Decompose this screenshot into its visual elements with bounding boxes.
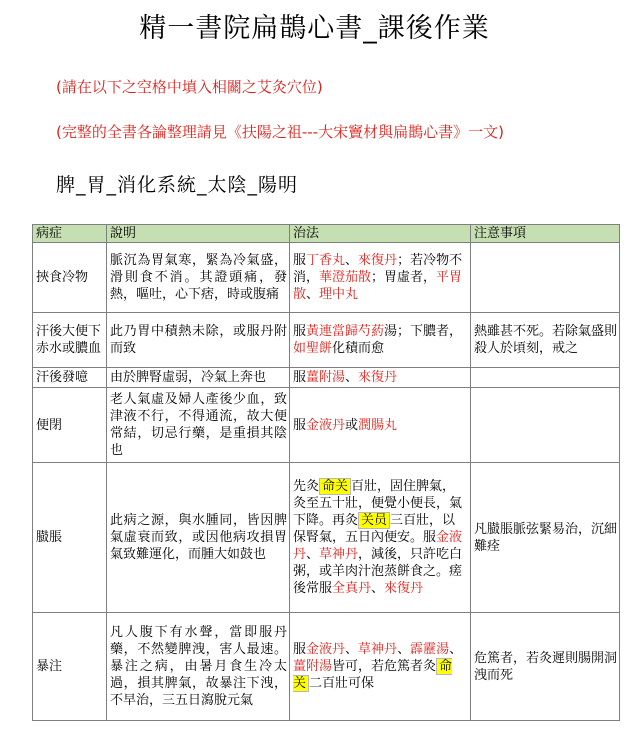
disease-cell: 汗後發噫 bbox=[33, 368, 107, 388]
description-cell: 凡人腹下有水聲，當即服丹藥，不然變脾洩，害人最速。暴注之病，由暑月食生冷太過，損其脾氣，故暴注下洩，不早治，三五日瀉脫元氣 bbox=[107, 613, 290, 721]
table-header-row bbox=[33, 225, 620, 243]
notes-cell bbox=[471, 368, 620, 388]
treatment-cell: 服金液丹、草神丹、霹靂湯、薑附湯皆可，若危篤者灸 命关 二百壯可保 bbox=[290, 613, 471, 721]
remedy-name: 薑附湯 bbox=[293, 659, 333, 674]
remedy-name: 理中丸 bbox=[319, 287, 359, 302]
table-row bbox=[33, 368, 620, 388]
description-cell: 此病之源，與水腫同，皆因脾氣虛衰而致，或因他病攻損胃氣致難運化，而腫大如鼓也 bbox=[107, 463, 290, 613]
disease-cell: 暴注 bbox=[33, 613, 107, 721]
notes-cell: 凡臌脹脈弦緊易治，沉細難痊 bbox=[471, 463, 620, 613]
table-row bbox=[33, 463, 620, 613]
table-row bbox=[33, 243, 620, 313]
remedy-name: 潤腸丸 bbox=[358, 417, 398, 433]
reference-note: (完整的全書各論整理請見《扶陽之祖---大宋竇材與扁鵲心書》一文) bbox=[56, 123, 504, 141]
table-row bbox=[33, 388, 620, 463]
treatment-cell: 服丁香丸、來復丹；若冷物不消，華澄茄散；胃虛者，平胃散、理中丸 bbox=[290, 243, 471, 313]
header-disease: 病症 bbox=[33, 225, 107, 243]
remedy-name: 來復丹 bbox=[358, 370, 398, 385]
notes-cell bbox=[471, 243, 620, 313]
treatment-cell: 服金液丹或潤腸丸 bbox=[290, 388, 471, 463]
section-title: 脾_胃_消化系統_太陰_陽明 bbox=[56, 174, 299, 196]
remedy-name: 丁香丸 bbox=[306, 253, 346, 268]
header-treatment: 治法 bbox=[290, 225, 471, 243]
header-notes: 注意事項 bbox=[471, 225, 620, 243]
treatment-cell: 先灸 命关 百壯，固住脾氣，灸至五十壯，便覺小便長，氣下降。再灸 关员 三百壯，以保腎氣，五日內便安。服金液丹、草神丹，減後，只許吃白粥，或羊肉汁泡蒸餅食之。瘥後常服全真丹、來復丹 bbox=[290, 463, 471, 613]
header-description: 說明 bbox=[107, 225, 290, 243]
page-title: 精一書院扁鵲心書_課後作業 bbox=[139, 13, 490, 44]
remedy-name: 平胃散 bbox=[293, 270, 463, 302]
remedy-name: 草神丹 bbox=[319, 547, 359, 562]
disease-cell: 挾食冷物 bbox=[33, 243, 107, 313]
disease-cell: 臌脹 bbox=[33, 463, 107, 613]
treatment-cell: 服黃連當歸芍葯湯；下膿者，如聖餅化積而愈 bbox=[290, 313, 471, 368]
remedy-name: 薑附湯 bbox=[306, 370, 346, 385]
acupoint-blank[interactable]: 命关 bbox=[319, 478, 351, 495]
notes-cell: 熱雖甚不死。若除氣盛則殺人於頃刻，戒之 bbox=[471, 313, 620, 368]
table-row bbox=[33, 613, 620, 721]
description-cell: 脈沉為胃氣寒，緊為冷氣盛，滑則食不消。其證頭痛，發熱，嘔吐，心下痞，時或腹痛 bbox=[107, 243, 290, 313]
notes-cell: 危篤者，若灸遲則腸開洞洩而死 bbox=[471, 613, 620, 721]
remedy-name: 草神丹 bbox=[358, 642, 398, 657]
homework-table bbox=[32, 224, 620, 721]
disease-cell: 便閉 bbox=[33, 388, 107, 463]
remedy-name: 如聖餅 bbox=[293, 341, 333, 356]
remedy-name: 金液丹 bbox=[306, 642, 346, 657]
remedy-name: 全真丹 bbox=[332, 581, 372, 596]
table-row bbox=[33, 313, 620, 368]
description-cell: 此乃胃中積熱未除，或服丹附而致 bbox=[107, 313, 290, 368]
remedy-name: 金液丹 bbox=[306, 417, 346, 433]
treatment-cell: 服薑附湯、來復丹 bbox=[290, 368, 471, 388]
remedy-name: 來復丹 bbox=[384, 581, 424, 596]
remedy-name: 華澄茄散 bbox=[319, 270, 372, 285]
remedy-name: 黃連當歸芍葯 bbox=[306, 324, 385, 339]
description-cell: 老人氣虛及婦人產後少血，致津液不行，不得通流，故大便常結，切忌行藥，是重損其陰也 bbox=[107, 388, 290, 463]
instruction-note: (請在以下之空格中填入相關之艾灸穴位) bbox=[56, 78, 323, 96]
acupoint-blank[interactable]: 关员 bbox=[358, 512, 390, 529]
disease-cell: 汗後大便下赤水或膿血 bbox=[33, 313, 107, 368]
acupoint-blank[interactable]: 命关 bbox=[293, 659, 453, 691]
description-cell: 由於脾腎虛弱，冷氣上奔也 bbox=[107, 368, 290, 388]
notes-cell bbox=[471, 388, 620, 463]
remedy-name: 霹靂湯 bbox=[410, 642, 450, 657]
remedy-name: 來復丹 bbox=[358, 253, 398, 268]
remedy-name: 金液丹 bbox=[293, 530, 463, 562]
